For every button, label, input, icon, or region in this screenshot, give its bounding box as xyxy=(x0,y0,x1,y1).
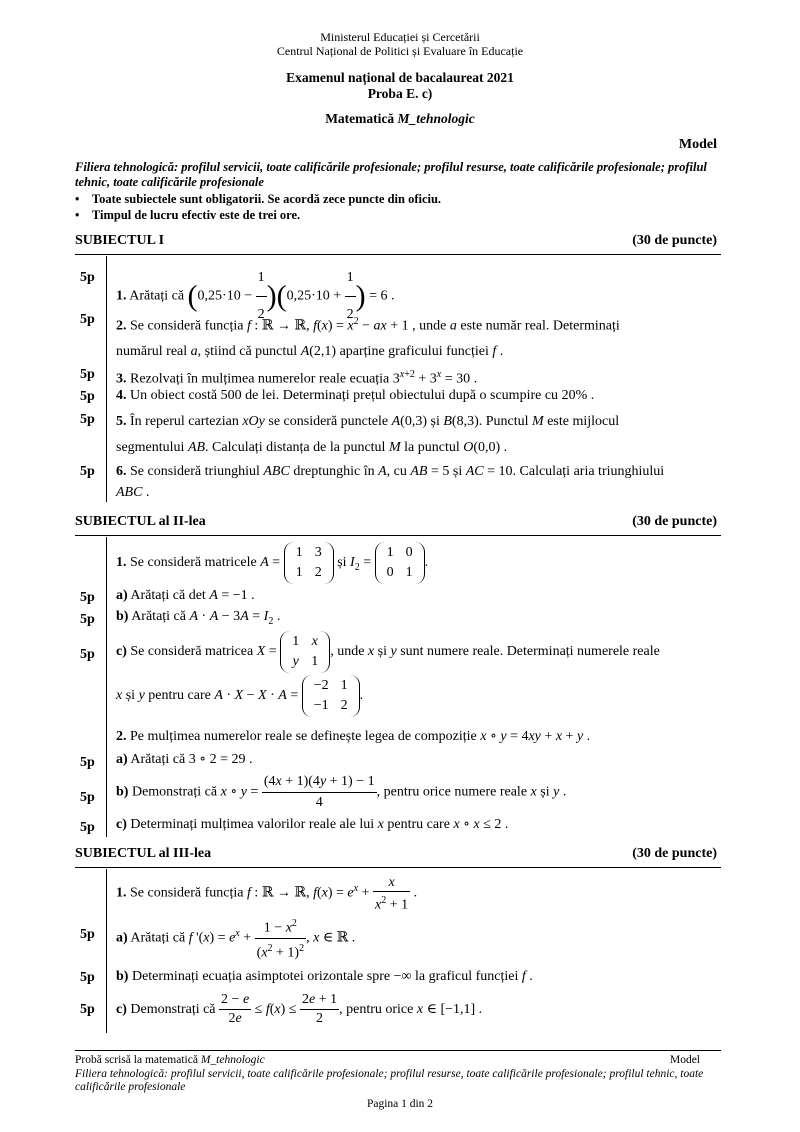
exam-subject xyxy=(0,111,800,127)
s2-q2: 2. Pe mulțimea numerelor reale se definește legea de compoziție x ∘ y = 4xy + x + y . xyxy=(116,729,591,744)
subject-prefix: Matematică xyxy=(325,111,395,126)
section-3-rule xyxy=(75,867,721,868)
filiera-text: Filiera tehnologică: profilul servicii, toate calificările profesionale; profilul resurse, toate calificările profesionale; profilul tehnic, toate calificările profesionale xyxy=(75,160,707,189)
s1-q3-text: Rezolvați în mulțimea numerelor reale ecuația xyxy=(130,371,390,387)
s1-q2-num: 2. xyxy=(116,318,127,334)
s3-b-tail: la graficul funcției xyxy=(414,969,519,984)
s1-q6: 6. Se consideră triunghiul ABC dreptunghic în A, cu AB = 5 și AC = 10. Calculați aria triunghiului ABC . xyxy=(116,464,665,500)
section-3-points: (30 de puncte) xyxy=(632,846,717,861)
s2-b: b) Arătați că $A \cdot A - 3A = I_2$ . xyxy=(116,609,281,627)
s1-q3-points: 5p xyxy=(80,367,95,382)
s2-c-label: c) xyxy=(116,644,127,659)
s2-2b: b) Demonstrați că x ∘ y = $\frac{(4x + 1)(4y + 1) - 1}{4}$ , pentru orice numere reale x și y . xyxy=(116,774,567,810)
s3-c-points: 5p xyxy=(80,1002,95,1017)
s2-2a-text: Arătați că xyxy=(130,752,186,767)
center-name: Centrul Național de Politici și Evaluare în Educație xyxy=(276,44,524,58)
s1-q2-text2: , unde xyxy=(412,318,447,334)
s3-q1-text: Se consideră funcția xyxy=(130,885,244,901)
s2-2b-tail: , pentru orice numere reale xyxy=(376,784,528,800)
s2-2a-points: 5p xyxy=(80,755,95,770)
s1-q2-text: Se consideră funcția xyxy=(130,318,244,334)
section-1-rule xyxy=(75,254,721,255)
s2-c: c) Se consideră matricea X = 1 x y 1 , unde x și y sunt numere reale. Determinați numerele reale x și y pentru care A · X − X · A = −2 1 −1 2 . xyxy=(116,630,726,718)
s2-2c-tail: pentru care xyxy=(387,817,450,832)
s1-q4-text2: de lei. Determinați prețul obiectului după o scumpire cu xyxy=(245,388,559,403)
ministry-name: Ministerul Educației și Cercetării xyxy=(320,30,480,44)
matrix-x: 1 x y 1 xyxy=(280,631,330,673)
s2-c-line2b: pentru care xyxy=(148,688,211,703)
s1-q5: 5. În reperul cartezian xOy se consideră punctele A(0,3) și B(8,3). Punctul M este mijlocul segmentului AB. Calculați distanța de la punctul M la punctul O(0,0) . xyxy=(116,414,620,455)
s3-q1: 1. Se consideră funcția f : ℝ → ℝ, $f(x) = e^x$ + $\frac{x}{x^2 + 1}$ . xyxy=(116,874,418,913)
s1-q5-text4: . Punctul xyxy=(478,414,529,429)
s3-c-text: Demonstrați că xyxy=(130,1002,216,1017)
s1-q5-line2a: segmentului xyxy=(116,440,185,455)
section-3-header xyxy=(75,846,717,862)
section-2-points: (30 de puncte) xyxy=(632,514,717,529)
rule-1-text: Toate subiectele sunt obligatorii. Se acordă zece puncte din oficiu. xyxy=(91,192,442,206)
s1-q2-text3: este număr real. Determinați xyxy=(460,318,620,334)
rule-1: • Toate subiectele sunt obligatorii. Se acordă zece puncte din oficiu. xyxy=(75,192,442,206)
footer-filiera: Filiera tehnologică: profilul servicii, toate calificările profesionale; profilul resurse, toate calificările profesionale; profilul tehnic, toate calificările profesionale xyxy=(75,1068,704,1093)
rule-2: • Timpul de lucru efectiv este de trei ore. xyxy=(75,208,301,222)
s2-2c: c) Determinați mulțimea valorilor reale ale lui x pentru care x ∘ x ≤ 2 . xyxy=(116,817,509,832)
s3-a-text: Arătați că xyxy=(130,930,186,946)
s2-2c-points: 5p xyxy=(80,820,95,835)
s2-c-points: 5p xyxy=(80,647,95,662)
s1-q6-text: Se consideră triunghiul xyxy=(130,464,260,479)
s2-a: a) Arătați că det A = −1 . xyxy=(116,588,255,603)
s1-q5-line2c: la punctul xyxy=(404,440,460,455)
s1-q6-points: 5p xyxy=(80,464,95,479)
section-2-margin-line xyxy=(106,537,107,837)
s1-q5-points: 5p xyxy=(80,412,95,427)
section-3-title: SUBIECTUL al III-lea xyxy=(75,846,212,861)
s2-2b-text: Demonstrați că xyxy=(131,784,218,800)
section-1-points: (30 de puncte) xyxy=(632,233,717,248)
s1-q5-text2: se consideră punctele xyxy=(268,414,389,429)
s2-a-points: 5p xyxy=(80,590,95,605)
exam-title: Examenul național de bacalaureat 2021 xyxy=(286,70,514,85)
s1-q6-text3: , cu xyxy=(386,464,407,479)
subject-profile: M_tehnologic xyxy=(397,111,475,126)
rule-2-text: Timpul de lucru efectiv este de trei ore. xyxy=(91,208,301,222)
s3-b-text: Determinați ecuația asimptotei orizontale spre xyxy=(131,969,391,984)
s1-q4-points: 5p xyxy=(80,389,95,404)
footer-rule xyxy=(75,1050,721,1051)
s1-q5-num: 5. xyxy=(116,414,127,429)
s2-c-text: Se consideră matricea xyxy=(130,644,254,659)
s2-q2-text: Pe mulțimea numerelor reale se definește legea de compoziție xyxy=(130,729,477,744)
s1-q3-num: 3. xyxy=(116,371,127,387)
s2-a-label: a) xyxy=(116,588,128,603)
s1-q5-text3: și xyxy=(430,414,440,429)
s2-c-text3: și xyxy=(377,644,387,659)
matrix-i2: 1 0 0 1 xyxy=(375,542,425,584)
s2-2a: a) Arătați că 3 ∘ 2 = 29 . xyxy=(116,752,253,767)
page-number: Pagina 1 din 2 xyxy=(366,1098,434,1110)
section-1-header xyxy=(75,233,717,249)
footer-left: Probă scrisă la matematică xyxy=(75,1054,198,1066)
model-label: Model xyxy=(678,137,717,152)
s2-2b-points: 5p xyxy=(80,790,95,805)
footer-line-1 xyxy=(75,1054,717,1067)
s1-q5-text: În reperul cartezian xyxy=(130,414,239,429)
s1-q1: 1. Arătați că (0,25·10 − $\frac{1}{2}$ )(0,25·10 + $\frac{1}{2}$ ) = 6 . xyxy=(116,260,726,333)
s2-q1: 1. Se consideră matricele A = 1 3 1 2 și $I_2$ = 1 0 0 1 . xyxy=(116,542,726,586)
s1-q2: 2. Se consideră funcția f : ℝ → ℝ, $f(x) = x^2$ − ax + 1 , unde a este număr real. Determinați numărul real a, știind că punctul A(2,1) aparține graficului funcției f . xyxy=(116,316,620,359)
matrix-a: 1 3 1 2 xyxy=(284,542,334,584)
s3-c: c) Demonstrați că $\frac{2 - e}{2e}$ ≤ f(x) ≤ $\frac{2e + 1}{2}$ , pentru orice x ∈ [−1,1] . xyxy=(116,992,483,1027)
section-3-margin-line xyxy=(106,869,107,1033)
s1-q4-text: Un obiect costă xyxy=(130,388,218,403)
s1-q3: 3. Rezolvați în mulțimea numerelor reale ecuația $3^{x+2} + 3^x = 30$ . xyxy=(116,369,478,387)
s1-q4: 4. Un obiect costă 500 de lei. Determinați prețul obiectului după o scumpire cu 20% . xyxy=(116,388,595,403)
s2-c-text2: , unde xyxy=(330,644,365,659)
s1-q2-points: 5p xyxy=(80,312,95,327)
s2-q1-and: și xyxy=(337,555,347,571)
matrix-result: −2 1 −1 2 xyxy=(302,675,360,717)
footer-profile: M_tehnologic xyxy=(200,1054,265,1066)
s1-q1-points: 5p xyxy=(80,270,95,285)
s2-a-text: Arătați că xyxy=(130,588,186,603)
s1-q2-line2c: aparține graficului funcției xyxy=(339,343,489,359)
s2-q1-text: Se consideră matricele xyxy=(130,555,257,571)
section-2-header xyxy=(75,514,717,530)
section-1-margin-line xyxy=(106,256,107,502)
s3-b-points: 5p xyxy=(80,970,95,985)
s3-a: a) Arătați că f '$(x) = e^x$ + $\frac{1 - x^2}{(x^2 + 1)^2}$ , x ∈ ℝ . xyxy=(116,910,726,963)
s1-q5-text5: este mijlocul xyxy=(547,414,620,429)
s1-q1-text: Arătați că xyxy=(129,288,185,304)
s1-q2-line2a: numărul real xyxy=(116,343,188,359)
s3-c-tail: , pentru orice xyxy=(339,1002,414,1017)
footer-model: Model xyxy=(669,1054,700,1066)
s1-q2-line2b: , știind că punctul xyxy=(197,343,298,359)
s2-c-line2: și xyxy=(125,688,136,703)
s2-c-text4: sunt numere reale. Determinați numerele reale xyxy=(400,644,660,659)
section-2-rule xyxy=(75,535,721,536)
s3-a-points: 5p xyxy=(80,927,95,942)
s1-q6-text5: . Calculați aria triunghiului xyxy=(512,464,665,479)
s1-q6-text2: dreptunghic în xyxy=(293,464,375,479)
s1-q1-num: 1. xyxy=(116,288,127,304)
s3-b: b) Determinați ecuația asimptotei orizontale spre −∞ la graficul funcției f . xyxy=(116,969,533,984)
s1-q6-num: 6. xyxy=(116,464,127,479)
section-2-title: SUBIECTUL al II-lea xyxy=(75,514,206,529)
s1-q6-text4: și xyxy=(452,464,463,479)
exam-proba: Proba E. c) xyxy=(367,86,433,101)
s1-q4-num: 4. xyxy=(116,388,127,403)
section-1-title: SUBIECTUL I xyxy=(75,233,165,248)
s1-q5-line2b: . Calculați distanța de la punctul xyxy=(205,440,386,455)
s2-b-text: Arătați că xyxy=(131,609,186,624)
s2-b-points: 5p xyxy=(80,612,95,627)
s2-b-label: b) xyxy=(116,609,129,624)
s2-2c-text: Determinați mulțimea valorilor reale ale lui xyxy=(130,817,375,832)
